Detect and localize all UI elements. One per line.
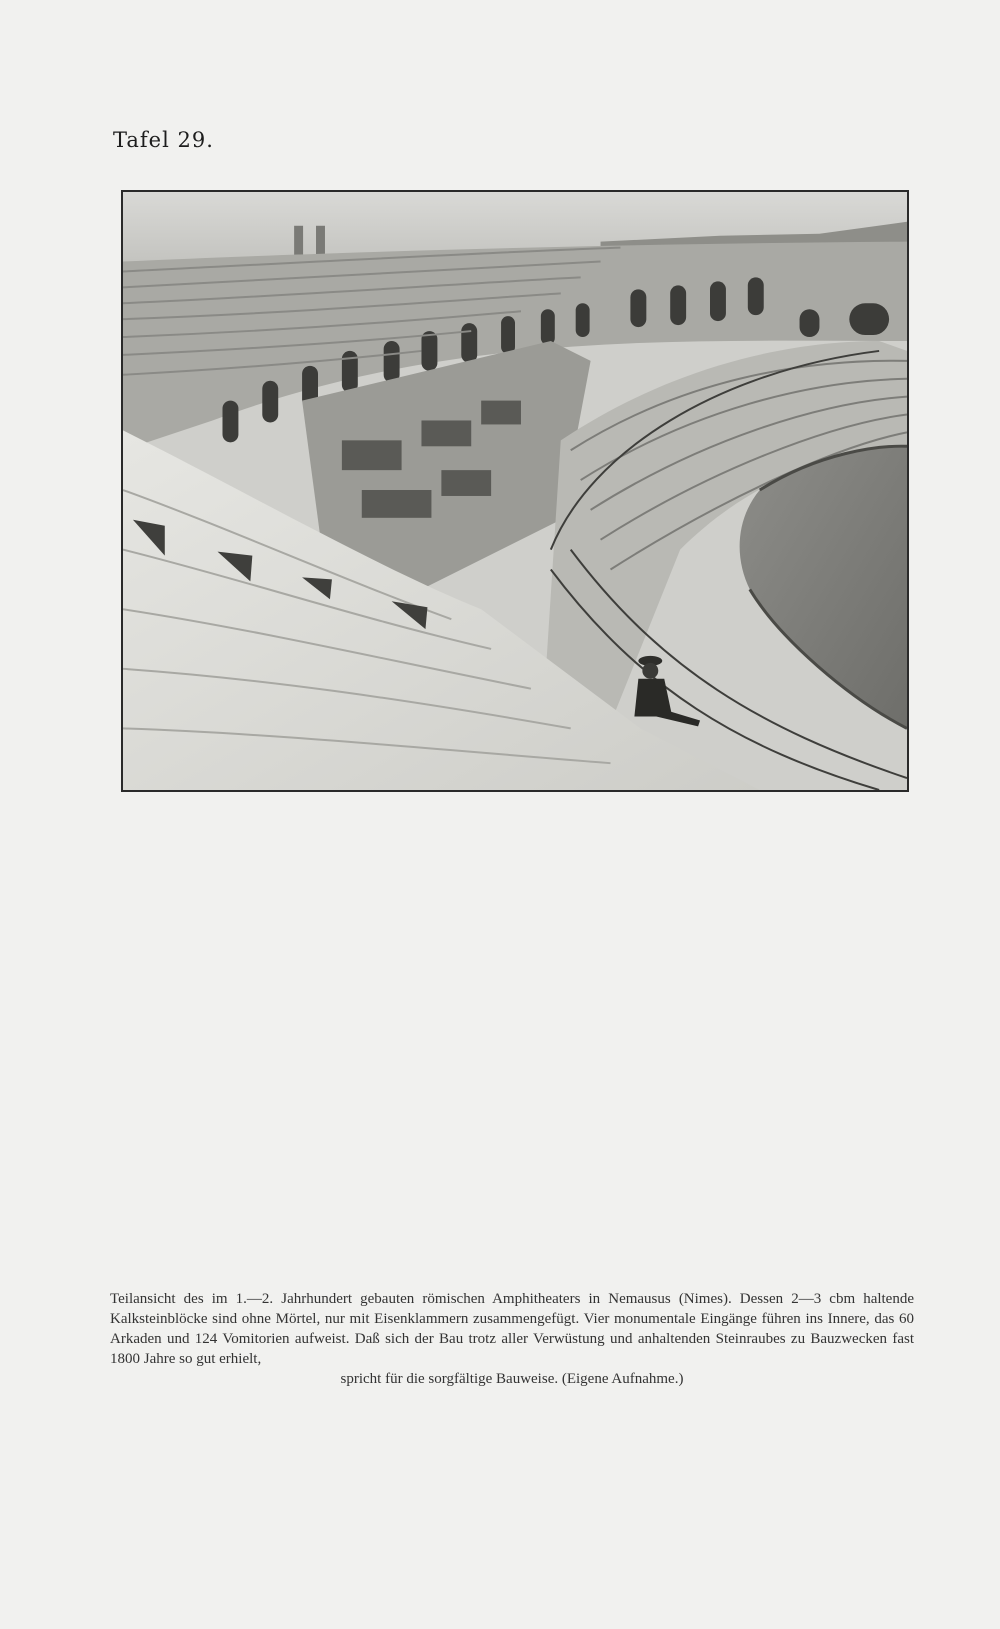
- seated-figure: [634, 656, 700, 727]
- amphitheater-photograph: [121, 190, 909, 792]
- caption-last-line: spricht für die sorgfältige Bauweise. (Eigene Aufnahme.): [340, 1371, 684, 1387]
- plate-caption: [110, 1289, 914, 1389]
- caption-body: Teilansicht des im 1.—2. Jahrhundert gebauten römischen Amphitheaters in Nemausus (Nimes). Dessen 2—3 cbm haltende Kalksteinblöcke sind ohne Mörtel, nur mit Eisenklammern zusammengefügt. Vier monumentale Eingänge führen ins Innere, das 60 Arkaden und 124 Vomitorien aufweist. Daß sich der Bau trotz aller Verwüstung und anhaltenden Steinraubes zu Bauzwecken fast 1800 Jahre so gut erhielt,: [110, 1291, 914, 1367]
- amphitheater-photo-illustration: [123, 192, 907, 790]
- plate-title: Tafel 29.: [113, 128, 214, 152]
